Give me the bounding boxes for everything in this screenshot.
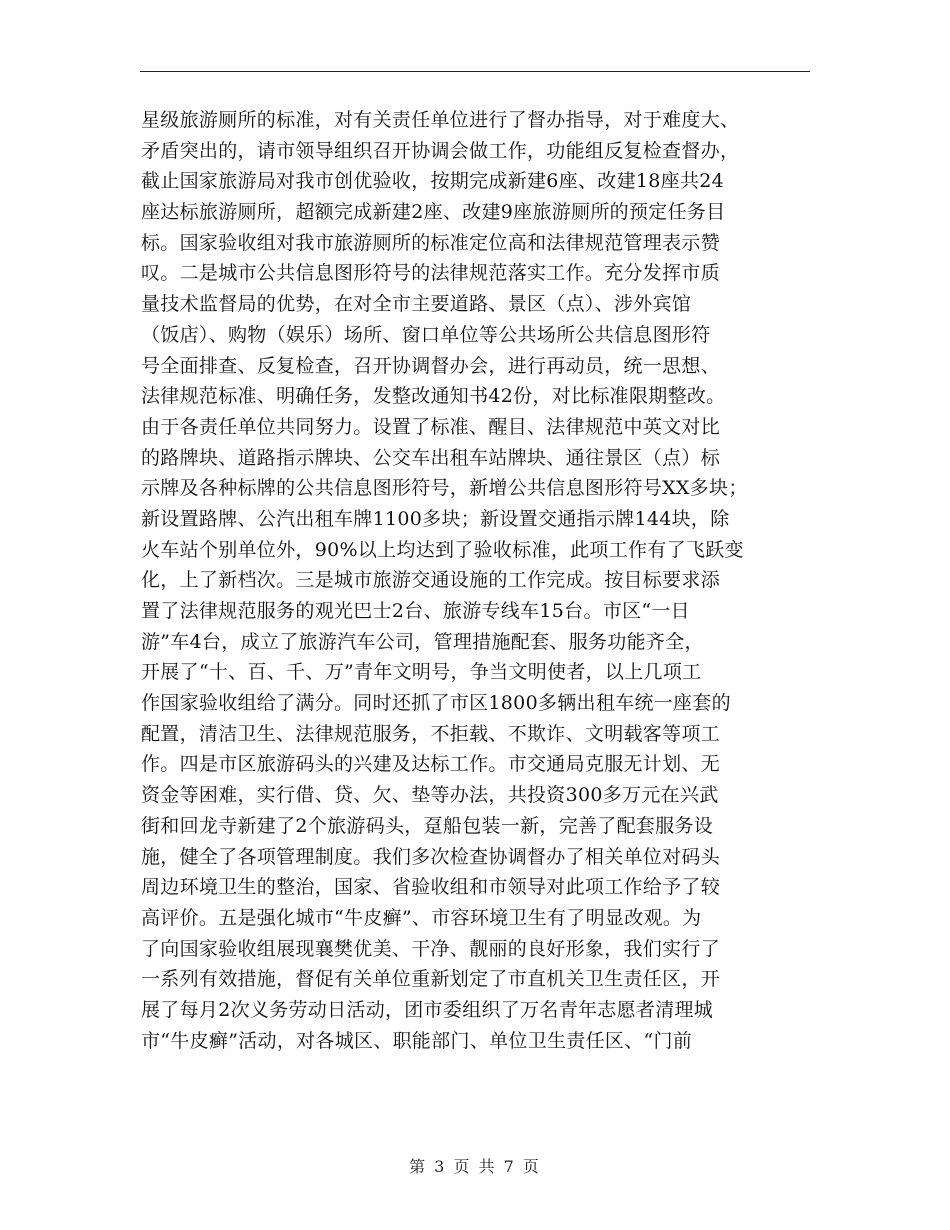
text-line: 座达标旅游厕所，超额完成新建2座、改建9座旅游厕所的预定任务目 [141, 201, 726, 224]
text-line: （饭店）、购物（娱乐）场所、窗口单位等公共场所公共信息图形符 [141, 323, 711, 346]
body-text [141, 105, 821, 1056]
text-line: 作国家验收组给了满分。同时还抓了市区1800多辆出租车统一座套的 [141, 692, 731, 715]
text-line: 由于各责任单位共同努力。设置了标准、醒目、法律规范中英文对比 [141, 415, 721, 438]
text-line: 配置，清洁卫生、法律规范服务，不拒载、不欺诈、文明载客等项工 [141, 722, 721, 745]
text-line: 了向国家验收组展现襄樊优美、干净、靓丽的良好形象，我们实行了 [141, 937, 721, 960]
text-line: 化，上了新档次。三是城市旅游交通设施的工作完成。按目标要求添 [141, 569, 721, 592]
text-line: 作。四是市区旅游码头的兴建及达标工作。市交通局克服无计划、无 [141, 753, 721, 776]
text-line: 游”车4台，成立了旅游汽车公司，管理措施配套、服务功能齐全， [141, 630, 704, 653]
text-line: 截止国家旅游局对我市创优验收，按期完成新建6座、改建18座共24 [141, 170, 725, 193]
text-line: 新设置路牌、公汽出租车牌1100多块；新设置交通指示牌144块，除 [141, 507, 730, 530]
text-line: 火车站个别单位外，90%以上均达到了验收标准，此项工作有了飞跃变 [141, 538, 744, 561]
text-line: 一系列有效措施，督促有关单位重新划定了市直机关卫生责任区，开 [141, 968, 721, 991]
text-line: 叹。二是城市公共信息图形符号的法律规范落实工作。充分发挥市质 [141, 262, 721, 285]
text-line: 资金等困难，实行借、贷、欠、垫等办法，共投资300多万元在兴武 [141, 784, 719, 807]
text-line: 施，健全了各项管理制度。我们多次检查协调督办了相关单位对码头 [141, 845, 721, 868]
text-line: 星级旅游厕所的标准，对有关责任单位进行了督办指导，对于难度大、 [141, 109, 740, 131]
text-line: 高评价。五是强化城市“牛皮癣”、市容环境卫生有了明显改观。为 [141, 906, 702, 929]
text-line: 示牌及各种标牌的公共信息图形符号，新增公共信息图形符号XX多块； [141, 477, 748, 500]
text-line: 开展了“十、百、千、万”青年文明号，争当文明使者，以上几项工 [141, 661, 702, 684]
text-line: 市“牛皮癣”活动，对各城区、职能部门、单位卫生责任区、“门前 [141, 1029, 693, 1052]
text-line: 矛盾突出的，请市领导组织召开协调会做工作，功能组反复检查督办， [141, 139, 740, 162]
text-line: 的路牌块、道路指示牌块、公交车出租车站牌块、通往景区（点）标 [141, 446, 721, 469]
text-line: 量技术监督局的优势，在对全市主要道路、景区（点）、涉外宾馆 [141, 293, 692, 316]
text-line: 置了法律规范服务的观光巴士2台、旅游专线车15台。市区“一日 [141, 600, 690, 622]
text-line: 展了每月2次义务劳动日活动，团市委组织了万名青年志愿者清理城 [141, 998, 714, 1021]
page-number-footer: 第 3 页 共 7 页 [409, 1157, 541, 1176]
header-rule [140, 71, 810, 72]
text-line: 法律规范标准、明确任务，发整改通知书42份，对比标准限期整改。 [141, 385, 726, 408]
text-line: 周边环境卫生的整治，国家、省验收组和市领导对此项工作给予了较 [141, 876, 721, 899]
text-line: 号全面排查、反复检查，召开协调督办会，进行再动员，统一思想、 [141, 354, 721, 377]
text-line: 标。国家验收组对我市旅游厕所的标准定位高和法律规范管理表示赞 [141, 231, 721, 254]
text-line: 街和回龙寺新建了2个旅游码头，趸船包装一新，完善了配套服务设 [141, 814, 714, 837]
